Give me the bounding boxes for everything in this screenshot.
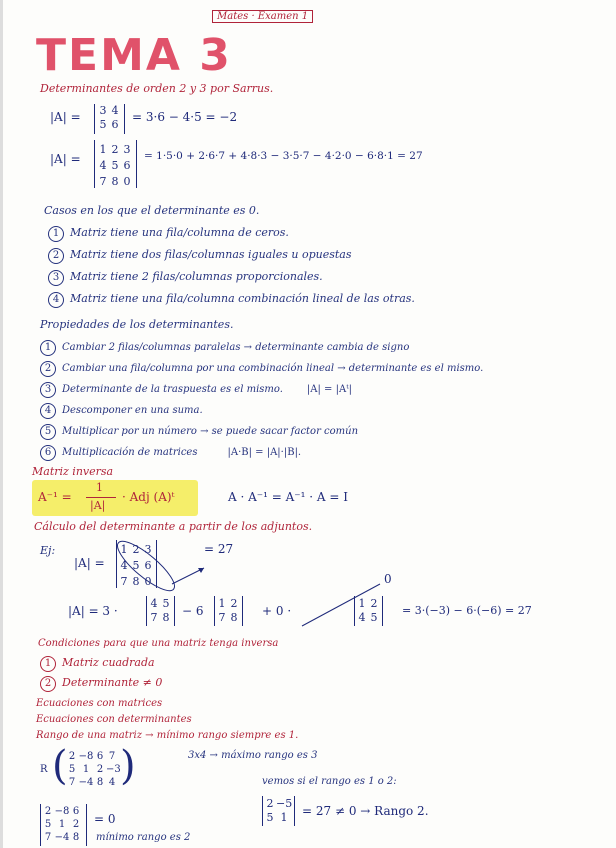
properties-heading: Propiedades de los determinantes.	[40, 318, 234, 331]
equations-matrices: Ecuaciones con matrices	[36, 698, 163, 709]
cofactor-lhs: |A| =	[74, 556, 105, 570]
minor3-result: = 0	[94, 812, 116, 826]
property-1: 1 Cambiar 2 filas/columnas paralelas → determinante cambia de signo	[40, 340, 409, 356]
zero-case-3: 3 Matriz tiene 2 filas/columnas proporcionales.	[48, 270, 323, 286]
rank-matrix: 2 −8 6 7 5 1 2 −3 7 −4 8 4	[68, 751, 121, 788]
eq2-lhs: |A| =	[50, 110, 81, 124]
inverse-den: |A|	[90, 499, 106, 512]
inverse-num: 1	[96, 481, 103, 494]
eq3-rhs: = 1·5·0 + 2·6·7 + 4·8·3 − 3·5·7 − 4·2·0 − 6·8·1 = 27	[144, 150, 423, 162]
minor3-matrix: 2 −8 6 5 1 2 7 −4 8	[44, 806, 80, 843]
expansion-mid-2: + 0 ·	[262, 604, 292, 618]
diagonal-loop	[114, 538, 214, 598]
condition-1: 1 Matriz cuadrada	[40, 656, 155, 672]
example-label: Ej:	[40, 544, 56, 557]
equations-determinants: Ecuaciones con determinantes	[36, 714, 192, 725]
page-title: TEMA 3	[36, 30, 232, 81]
zero-case-2: 2 Matriz tiene dos filas/columnas iguales u opuestas	[48, 248, 352, 264]
rank-det-result: = 27 ≠ 0 → Rango 2.	[302, 804, 429, 818]
zero-arrow	[300, 576, 390, 632]
paren-right: )	[120, 743, 136, 789]
inverse-heading: Matriz inversa	[32, 465, 114, 478]
eq3-lhs: |A| =	[50, 152, 81, 166]
sarrus-heading: Determinantes de orden 2 y 3 por Sarrus.	[40, 82, 274, 95]
minor-2: 1 2 7 8	[218, 597, 238, 624]
rank-det: 2 −5 5 1	[266, 797, 293, 824]
inverse-identity: A · A⁻¹ = A⁻¹ · A = I	[228, 490, 348, 504]
zero-cases-heading: Casos en los que el determinante es 0.	[44, 204, 260, 217]
property-4: 4 Descomponer en una suma.	[40, 403, 203, 419]
eq3-matrix: 1 2 3 4 5 6 7 8 0	[99, 143, 131, 188]
paren-left: (	[52, 743, 68, 789]
cofactor-matrix: 1 2 3 4 5 6 7 8 0	[120, 543, 152, 588]
rank-label: R	[40, 764, 48, 775]
property-5: 5 Multiplicar por un número → se puede sacar factor común	[40, 424, 358, 440]
property-2: 2 Cambiar una fila/columna por una combinación lineal → determinante es el mismo.	[40, 361, 483, 377]
expansion-prefix: |A| = 3 ·	[68, 604, 118, 618]
minor-1: 4 5 7 8	[150, 597, 170, 624]
zero-case-1: 1 Matriz tiene una fila/columna de ceros.	[48, 226, 289, 242]
property-3: 3 Determinante de la traspuesta es el mismo. |A| = |Aᵗ|	[40, 382, 352, 398]
fraction-bar	[86, 497, 116, 498]
cofactor-result: = 27	[204, 542, 234, 556]
inverse-rhs: · Adj (A)ᵗ	[122, 490, 175, 504]
expansion-result: = 3·(−3) − 6·(−6) = 27	[402, 604, 532, 617]
conditions-heading: Condiciones para que una matriz tenga inversa	[38, 638, 279, 649]
inverse-lhs: A⁻¹ =	[38, 490, 72, 504]
condition-2: 2 Determinante ≠ 0	[40, 676, 162, 692]
zero-mark: 0	[384, 572, 392, 586]
eq2-matrix: 3 4 5 6	[99, 104, 119, 131]
rank-note: 3x4 → máximo rango es 3	[188, 750, 318, 761]
minor3-note: mínimo rango es 2	[96, 832, 191, 843]
paper-edge	[0, 0, 3, 848]
rank-heading: Rango de una matriz → mínimo rango siempre es 1.	[36, 730, 299, 741]
cofactor-heading: Cálculo del determinante a partir de los adjuntos.	[34, 520, 313, 533]
rank-check: vemos si el rango es 1 o 2:	[262, 776, 397, 787]
header-note: Mates · Examen 1	[212, 10, 313, 23]
property-6: 6 Multiplicación de matrices |A·B| = |A|·|B|.	[40, 445, 301, 461]
zero-case-4: 4 Matriz tiene una fila/columna combinación lineal de las otras.	[48, 292, 415, 308]
expansion-mid-1: − 6	[182, 604, 204, 618]
eq2-rhs: = 3·6 − 4·5 = −2	[132, 110, 238, 124]
minor-3: 1 2 4 5	[358, 597, 378, 624]
